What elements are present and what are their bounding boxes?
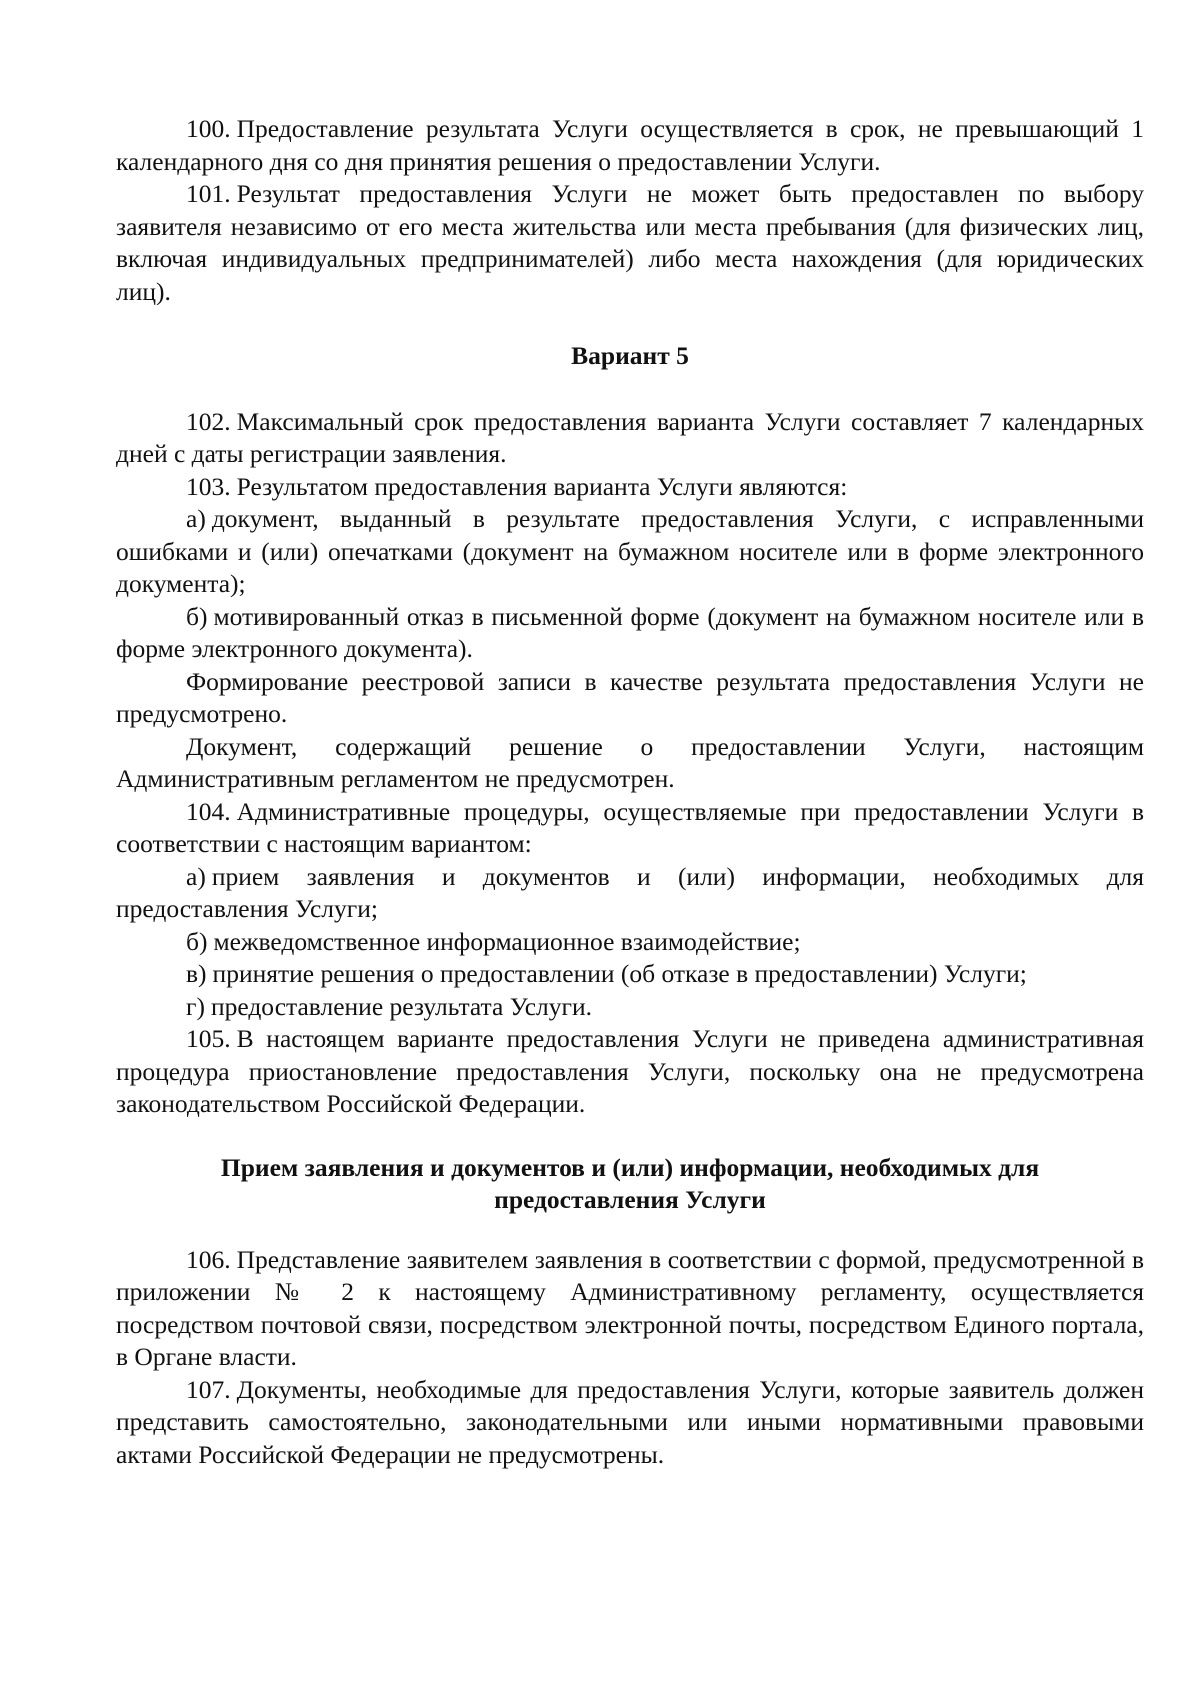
paragraph-107 bbox=[116, 1374, 1144, 1472]
paragraph-decision-document bbox=[116, 731, 1144, 796]
paragraph-text: Документ, содержащий решение о предоставлении Услуги, настоящим Административным регламентом не предусмотрен. bbox=[116, 731, 1144, 793]
paragraph-text: Представление заявителем заявления в соответствии с формой, предусмотренной в приложении № 2 к настоящему Административному регламенту, осуществляется посредством почтовой связи, посредством электронной почты, посредством Единого портала, в Органе власти. bbox=[116, 1244, 1144, 1371]
list-marker: б) bbox=[186, 926, 208, 956]
paragraph-100 bbox=[116, 113, 1144, 178]
paragraph-number: 100. bbox=[186, 114, 231, 143]
list-marker: г) bbox=[186, 991, 205, 1021]
paragraph-103 bbox=[116, 471, 1144, 504]
heading-variant: Вариант 5 bbox=[571, 341, 689, 370]
paragraph-106 bbox=[116, 1244, 1144, 1374]
paragraphs-variant bbox=[116, 406, 1144, 1121]
paragraph-text: межведомственное информационное взаимодействие; bbox=[213, 926, 801, 956]
paragraph-number: 103. bbox=[186, 471, 231, 501]
list-item-v bbox=[116, 958, 1144, 991]
paragraph-104 bbox=[116, 796, 1144, 861]
paragraphs-section bbox=[116, 1244, 1144, 1472]
list-marker: а) bbox=[186, 861, 206, 891]
paragraph-text: Результат предоставления Услуги не может быть предоставлен по выбору заявителя независимо от его места жительства или места пребывания (для физических лиц, включая индивидуальных предпринимателей) либо места нахождения (для юридических лиц). bbox=[116, 179, 1144, 306]
paragraph-text: принятие решения о предоставлении (об отказе в предоставлении) Услуги; bbox=[212, 959, 1027, 988]
paragraph-102 bbox=[116, 406, 1144, 471]
list-marker: в) bbox=[186, 959, 207, 988]
paragraph-number: 104. bbox=[186, 796, 231, 826]
list-item-a bbox=[116, 861, 1144, 926]
paragraph-text: В настоящем варианте предоставления Услуги не приведена административная процедура приостановление предоставления Услуги, поскольку она не предусмотрена законодательством Российской Федерации. bbox=[116, 1024, 1144, 1118]
paragraph-number: 107. bbox=[186, 1374, 231, 1404]
paragraph-text: Результатом предоставления варианта Услуги являются: bbox=[236, 471, 848, 501]
paragraph-text: предоставление результата Услуги. bbox=[210, 991, 592, 1021]
list-marker: а) bbox=[186, 504, 206, 533]
paragraph-number: 106. bbox=[186, 1244, 231, 1274]
paragraph-number: 102. bbox=[186, 406, 231, 436]
paragraph-text: документ, выданный в результате предоставления Услуги, с исправленными ошибками и (или) опечатками (документ на бумажном носителе или в форме электронного документа); bbox=[116, 504, 1144, 598]
paragraph-text: Предоставление результата Услуги осуществляется в срок, не превышающий 1 календарного дня со дня принятия решения о предоставлении Услуги. bbox=[116, 114, 1144, 176]
list-item-a bbox=[116, 503, 1144, 601]
list-item-g bbox=[116, 991, 1144, 1024]
paragraph-number: 105. bbox=[186, 1024, 231, 1053]
list-marker: б) bbox=[186, 601, 208, 631]
list-item-b bbox=[116, 601, 1144, 666]
paragraph-text: Максимальный срок предоставления варианта Услуги составляет 7 календарных дней с даты регистрации заявления. bbox=[116, 406, 1144, 468]
paragraph-text: Административные процедуры, осуществляемые при предоставлении Услуги в соответствии с настоящим вариантом: bbox=[116, 796, 1144, 858]
paragraph-registry bbox=[116, 666, 1144, 731]
paragraphs-top bbox=[116, 113, 1144, 308]
paragraph-text: Формирование реестровой записи в качестве результата предоставления Услуги не предусмотрено. bbox=[116, 666, 1144, 728]
paragraph-text: мотивированный отказ в письменной форме (документ на бумажном носителе или в форме электронного документа). bbox=[116, 601, 1144, 663]
paragraph-105 bbox=[116, 1023, 1144, 1121]
paragraph-text: Документы, необходимые для предоставления Услуги, которые заявитель должен представить самостоятельно, законодательными или иными нормативными правовыми актами Российской Федерации не предусмотрены. bbox=[116, 1374, 1144, 1469]
paragraph-101 bbox=[116, 178, 1144, 308]
paragraph-text: прием заявления и документов и (или) информации, необходимых для предоставления Услуги; bbox=[116, 861, 1144, 923]
list-item-b bbox=[116, 926, 1144, 959]
heading-section: Прием заявления и документов и (или) информации, необходимых для предоставления Услуги bbox=[220, 1152, 1040, 1214]
paragraph-number: 101. bbox=[186, 179, 231, 208]
